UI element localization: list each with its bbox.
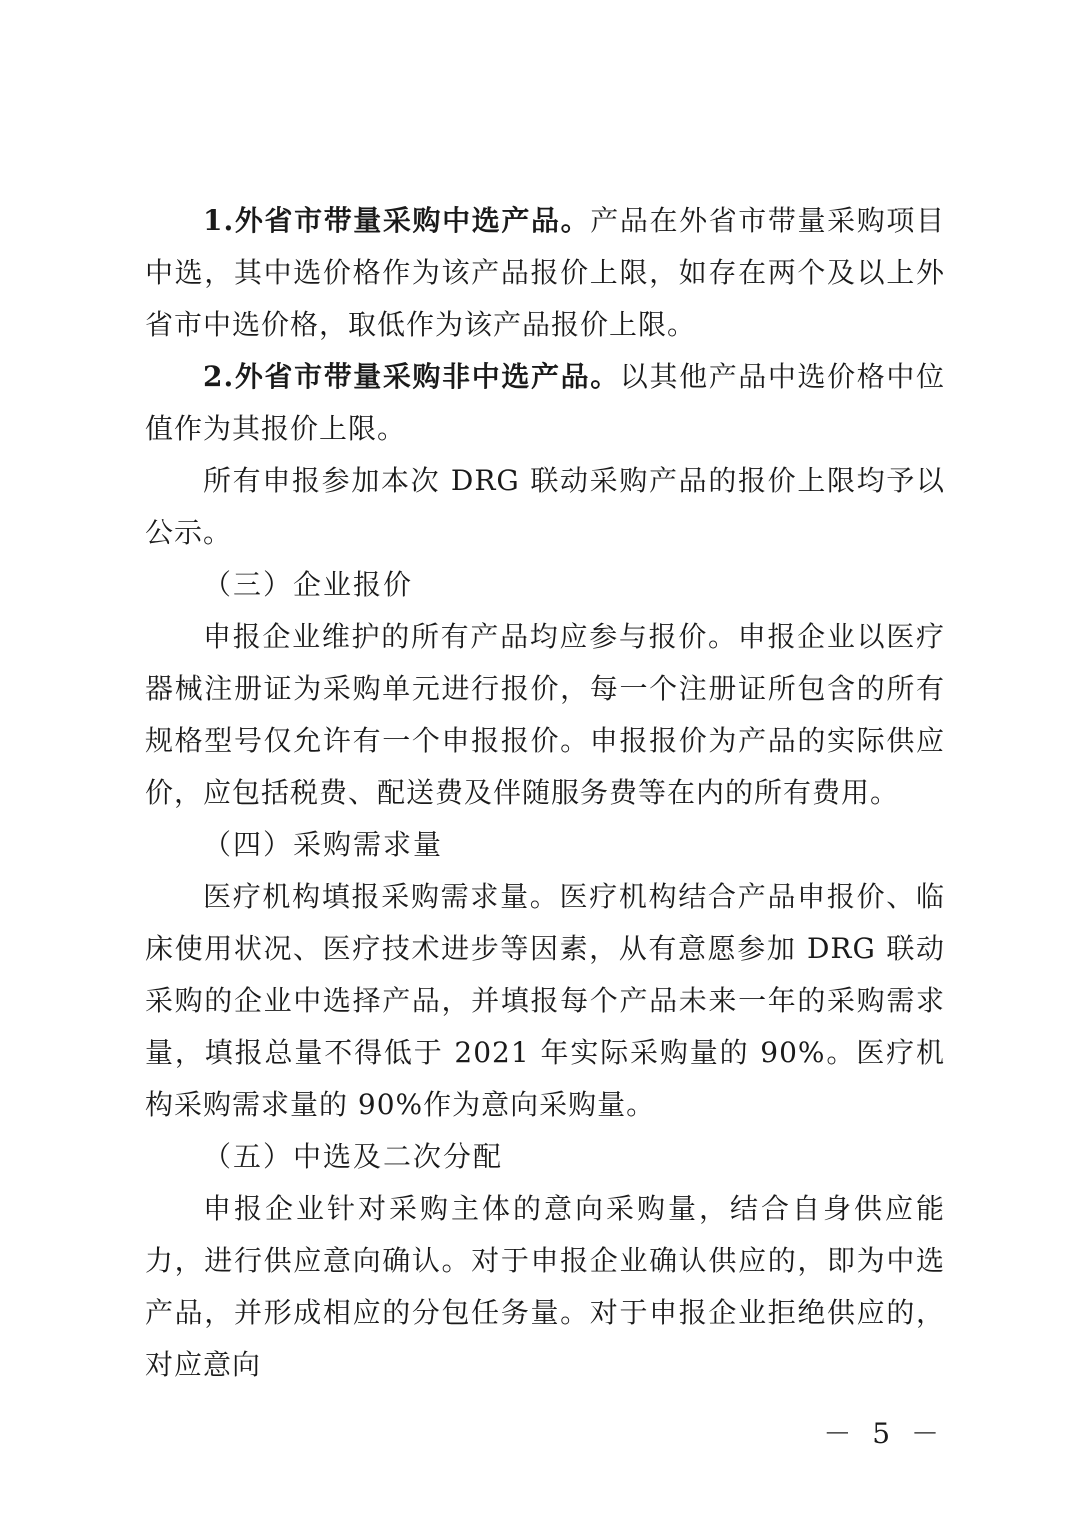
paragraph-1 [145, 195, 945, 351]
paragraph-2-text: 以其他产品中选价格中位值作为其报价上限。 [145, 360, 945, 445]
section-5-text: 申报企业针对采购主体的意向采购量，结合自身供应能力，进行供应意向确认。对于申报企业确认供应的，即为中选产品，并形成相应的分包任务量。对于申报企业拒绝供应的，对应意向 [145, 1192, 945, 1381]
paragraph-1-text: 产品在外省市带量采购项目中选，其中选价格作为该产品报价上限，如存在两个及以上外省市中选价格，取低作为该产品报价上限。 [145, 204, 945, 341]
section-3-heading: （三）企业报价 [203, 568, 414, 601]
paragraph-2-lead: 2.外省市带量采购非中选产品。 [203, 360, 620, 393]
page-number: － 5 － [823, 1417, 945, 1450]
document-body [145, 195, 945, 1391]
section-3-text: 申报企业维护的所有产品均应参与报价。申报企业以医疗器械注册证为采购单元进行报价，每一个注册证所包含的所有规格型号仅允许有一个申报报价。申报报价为产品的实际供应价，应包括税费、配送费及伴随服务费等在内的所有费用。 [145, 620, 945, 809]
paragraph-2 [145, 351, 945, 455]
section-5-heading: （五）中选及二次分配 [203, 1140, 504, 1173]
section-4-heading: （四）采购需求量 [203, 828, 444, 861]
paragraph-1-lead: 1.外省市带量采购中选产品。 [203, 204, 591, 237]
paragraph-3: 所有申报参加本次 DRG 联动采购产品的报价上限均予以公示。 [145, 464, 945, 549]
section-4-text: 医疗机构填报采购需求量。医疗机构结合产品申报价、临床使用状况、医疗技术进步等因素，从有意愿参加 DRG 联动采购的企业中选择产品，并填报每个产品未来一年的采购需求量，填报总量不得低于 2021 年实际采购量的 90%。医疗机构采购需求量的 90%作为意向采购量。 [145, 880, 945, 1121]
